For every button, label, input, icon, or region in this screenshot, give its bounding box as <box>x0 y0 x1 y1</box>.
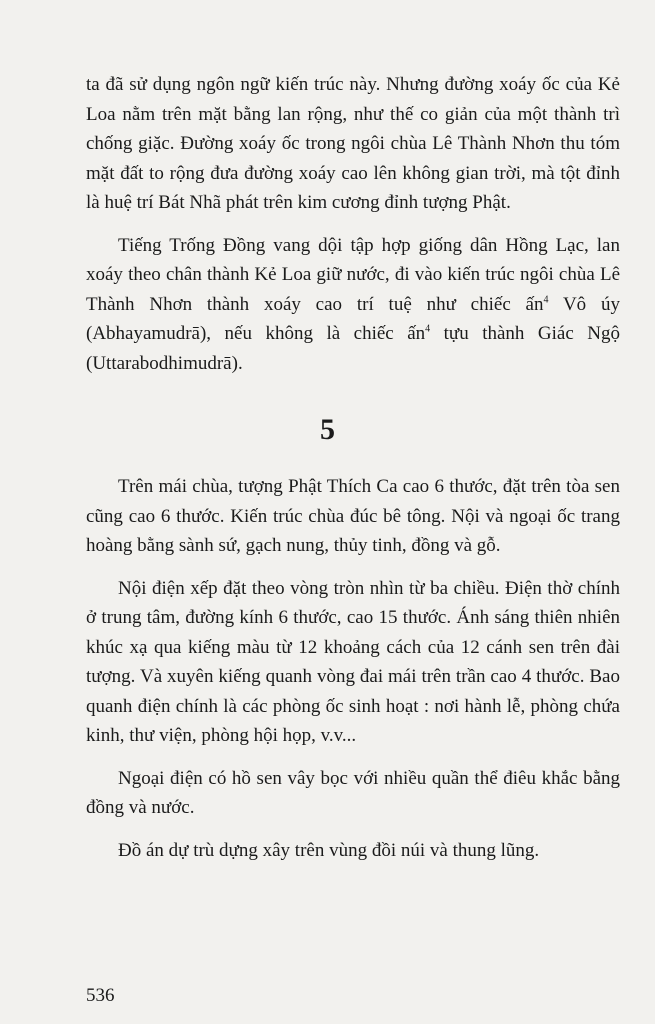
paragraph-trong-dong <box>86 231 620 379</box>
section-heading: 5 <box>320 413 335 446</box>
paragraph-noi-dien: Nội điện xếp đặt theo vòng tròn nhìn từ ba chiều. Điện thờ chính ở trung tâm, đường kính 6 thước, cao 15 thước. Ánh sáng thiên nhiên khúc xạ qua kiếng màu từ 12 khoảng cách của 12 cánh sen trên đài tượng. Và xuyên kiếng quanh vòng đai mái trên trần cao 4 thước. Bao quanh điện chính là các phòng ốc sinh hoạt : nơi hành lễ, phòng chứa kinh, thư viện, phòng hội họp, v.v... <box>86 577 620 746</box>
bottom-text-block <box>86 472 620 865</box>
footnote-marker: 4 <box>543 294 549 306</box>
page-number: 536 <box>86 985 115 1006</box>
paragraph-ngoai-dien: Ngoại điện có hồ sen vây bọc với nhiều quần thể điêu khắc bằng đồng và nước. <box>86 767 620 818</box>
top-text-block <box>86 70 620 378</box>
paragraph-text: tựu thành Giác Ngộ (Uttarabodhimudrā). <box>86 323 620 374</box>
paragraph-text: Tiếng Trống Đồng vang dội tập hợp giống dân Hồng Lạc, lan xoáy theo chân thành Kẻ Loa giữ nước, đi vào kiến trúc ngôi chùa Lê Thành Nhơn thành xoáy cao trí tuệ như chiếc ấn <box>86 234 620 315</box>
paragraph-do-an: Đồ án dự trù dựng xây trên vùng đồi núi và thung lũng. <box>118 839 540 861</box>
paragraph-mai-chua: Trên mái chùa, tượng Phật Thích Ca cao 6 thước, đặt trên tòa sen cũng cao 6 thước. Kiến trúc chùa đúc bê tông. Nội và ngoại ốc trang hoàng bằng sành sứ, gạch nung, thủy tinh, đồng và gỗ. <box>86 476 620 556</box>
footnote-marker: 4 <box>425 323 431 335</box>
paragraph-text: Vô úy (Abhayamudrā), nếu không là chiếc ấn <box>86 293 620 344</box>
paragraph-continuation: ta đã sử dụng ngôn ngữ kiến trúc này. Nhưng đường xoáy ốc của Kẻ Loa nằm trên mặt bằng lan rộng, như thế co giản của một thành trì chống giặc. Đường xoáy ốc trong ngôi chùa Lê Thành Nhơn thu tóm mặt đất to rộng đưa đường xoáy cao lên không gian trời, mà tột đỉnh là huệ trí Bát Nhã phát trên kim cương đỉnh tượng Phật. <box>86 74 620 213</box>
